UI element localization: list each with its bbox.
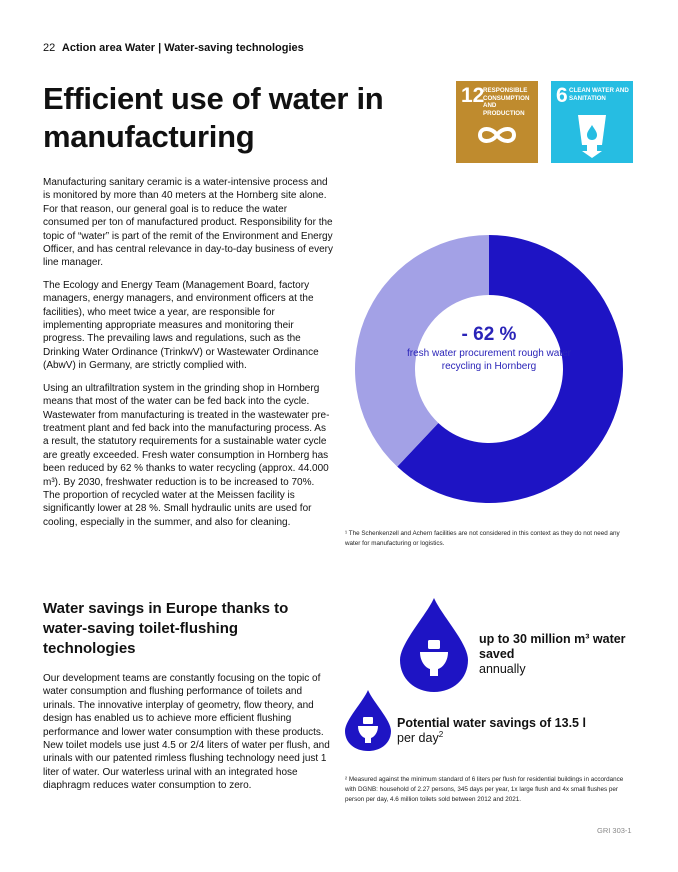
- gri-reference: GRI 303-1: [597, 826, 632, 835]
- sdg-6-label: CLEAN WATER AND SANITATION: [569, 87, 629, 102]
- footnote-2: ² Measured against the minimum standard of 6 liters per flush for residential buildings in accordance with DGNB: household of 2.27 persons, 345 days per year, 1x large flush and 4x small flushes per person per day, 4.6 million toilets sold between 2012 and 2021.: [345, 776, 624, 803]
- footnote-ref: 2: [438, 729, 444, 739]
- water-glass-icon: [575, 113, 609, 159]
- stat-daily-unit: per day: [397, 731, 439, 745]
- intro-text: [43, 176, 333, 538]
- section-heading: Water savings in Europe thanks to water-saving toilet-flushing technologies: [43, 600, 289, 657]
- paragraph: Our development teams are constantly focusing on the topic of water consumption and flushing performance of toilets and urinals. The innovative interplay of geometry, flow theory, and design has enabled us to achieve more efficient flushing performance and lower water consumption with these products. New toilet models use just 4.5 or 2/4 liters of water per flush, and urinals with our patented rimless flushing technology need just 1 liter of water. Our waterless urinal with an integrated hose diaphragm reduces water consumption to zero.: [43, 673, 330, 792]
- sdg-12-number: 12: [461, 84, 485, 107]
- paragraph: Using an ultrafiltration system in the grinding shop in Hornberg means that most of the water can be fed back into the cycle. Wastewater from manufacturing is treated in the wastewater pre-treatment plant and fed back into the manufacturing process. As a result, the statutory requirements for a sustainable water cycle are greatly exceeded. Fresh water consumption in Hornberg has been reduced by 62 % thanks to water recycling (approx. 44.000 m³). By 2030, freshwater reduction is to be increased to 70%. The proportion of recycled water at the Meissen facility is significantly lower at 28 %. Small hydraulic units are used for cooling, especially in the summer, and also for cleaning.: [43, 382, 330, 528]
- paragraph: Manufacturing sanitary ceramic is a water-intensive process and is monitored by more than 40 meters at the Hornberg site alone. For that reason, our general goal is to reduce the water consumed per ton of manufactured product. Responsibility for the topic of “water” is part of the remit of the Environment and Energy Officer, and has central relevance in day-to-day business of every line manager.: [43, 177, 333, 269]
- stat-daily-value: Potential water savings of 13.5 l: [397, 716, 586, 730]
- water-drop-toilet-small-icon: [344, 690, 392, 752]
- page-number: 22: [43, 42, 56, 54]
- sdg-12-label: RESPONSIBLE CONSUMPTION AND PRODUCTION: [483, 87, 530, 117]
- donut-percentage: - 62 %: [461, 324, 517, 345]
- sdg-12-badge: [456, 81, 538, 163]
- stat-annual-unit: annually: [479, 662, 526, 676]
- page-title: Efficient use of water in manufacturing: [43, 81, 384, 154]
- infinity-icon: [475, 123, 519, 147]
- paragraph: The Ecology and Energy Team (Management Board, factory managers, energy managers, and environment officers at the facilities), who meet twice a year, are responsible for implementing appropriate measures and monitoring their progress. The prevailing laws and regulations, such as the Drinking Water Ordinance (TrinkwV) or Wastewater Ordinance (AbwV) in Germany, are strictly complied with.: [43, 279, 319, 372]
- stat-annual-savings: [479, 632, 639, 677]
- stat-annual-value: up to 30 million m³ water saved: [479, 632, 626, 661]
- donut-caption: fresh water procurement rough water recycling in Hornberg: [407, 348, 571, 372]
- section-breadcrumb: Action area Water | Water-saving technologies: [61, 42, 304, 54]
- section2-text: [43, 672, 333, 802]
- sdg-6-badge: [551, 81, 633, 163]
- page-header: [43, 42, 304, 54]
- sdg-6-number: 6: [556, 84, 568, 107]
- footnote-1: ¹ The Schenkenzell and Achern facilities are not considered in this context as they do not need any water for manufacturing or logistics.: [345, 530, 620, 547]
- donut-center-label: [405, 323, 573, 373]
- water-drop-toilet-icon: [398, 598, 470, 693]
- stat-daily-savings: [397, 716, 637, 746]
